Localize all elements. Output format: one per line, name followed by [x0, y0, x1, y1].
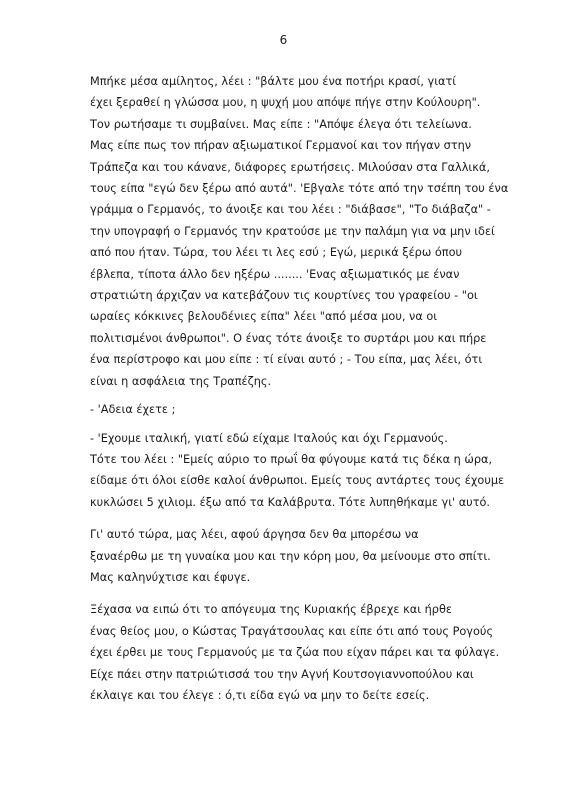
text-line: Τότε του λέει : "Εμείς αύριο το πρωΐ θα φύγουμε κατά τις δέκα η ώρα,: [90, 452, 493, 466]
text-line: έχει ξεραθεί η γλώσσα μου, η ψυχή μου απόψε πήγε στην Κούλουρη".: [90, 96, 481, 110]
text-line: Τον ρωτήσαμε τι συμβαίνει. Μας είπε : "Απόψε έλεγα ότι τελείωνα.: [90, 117, 472, 131]
paragraph-3: [90, 599, 506, 706]
text-line: - 'Αδεια έχετε ;: [90, 403, 176, 417]
text-line: ένα περίστροφο και μου είπε : τί είναι αυτό ; - Του είπα, μας λέει, ότι: [90, 353, 483, 367]
text-line: - 'Εχουμε ιταλική, γιατί εδώ είχαμε Ιταλούς και όχι Γερμανούς.: [90, 431, 448, 445]
text-line: ένας θείος μου, ο Κώστας Τραγάτσουλας και είπε ότι από τους Ρογούς: [90, 624, 494, 638]
page-number: 6: [279, 33, 288, 47]
text-line: Γι' αυτό τώρα, μας λέει, αφού άργησα δεν θα μπορέσω να: [90, 528, 419, 542]
text-line: γράμμα ο Γερμανός, το άνοιξε και του λέει : "διάβασε", "Το διάβαζα" -: [90, 203, 491, 217]
dialogue-line-2: [90, 428, 506, 514]
text-line: Μας καληνύχτισε και έφυγε.: [90, 570, 251, 584]
text-line: είναι η ασφάλεια της Τραπέζης.: [90, 374, 272, 388]
dialogue-line-1: [90, 399, 506, 420]
text-line: κυκλώσει 5 χιλιομ. έξω από τα Καλάβρυτα. Τότε λυπηθήκαμε γι' αυτό.: [90, 495, 491, 509]
text-line: ξαναέρθω με τη γυναίκα μου και την κόρη μου, θα μείνουμε στο σπίτι.: [90, 549, 491, 563]
text-line: στρατιώτη άρχιζαν να κατεβάζουν τις κουρτίνες του γραφείου - "οι: [90, 289, 478, 303]
text-line: πολιτισμένοι άνθρωποι". Ο ένας τότε άνοιξε το συρτάρι μου και πήρε: [90, 331, 487, 345]
text-line: την υπογραφή ο Γερμανός την κρατούσε με την παλάμη για να μην ιδεί: [90, 224, 495, 238]
text-line: Μπήκε μέσα αμίλητος, λέει : "βάλτε μου ένα ποτήρι κρασί, γιατί: [90, 75, 457, 88]
text-line: Μας είπε πως τον πήραν αξιωματικοί Γερμανοί και τον πήγαν στην: [90, 139, 472, 153]
paragraph-2: [90, 524, 506, 588]
paragraph-1: [90, 71, 509, 392]
text-line: έβλεπα, τίποτα άλλο δεν ηξέρω ........ 'Ενας αξιωματικός με έναν: [90, 267, 460, 281]
text-line: έκλαιγε και του έλεγε : ό,τι είδα εγώ να μην το δείτε εσείς.: [90, 688, 430, 702]
text-line: Είχε πάει στην πατριώτισσά του την Αγνή Κουτσογιαννοπούλου και: [90, 667, 474, 681]
text-line: είδαμε ότι όλοι είσθε καλοί άνθρωποι. Εμείς τους αντάρτες τους έχουμε: [90, 474, 505, 488]
text-line: τους είπα "εγώ δεν ξέρω από αυτά". 'Εβγαλε τότε από την τσέπη του ένα: [90, 182, 509, 196]
text-line: Τράπεζα και του κάνανε, διάφορες ερωτήσεις. Μιλούσαν στα Γαλλικά,: [90, 160, 490, 174]
body-text: [90, 71, 509, 706]
text-line: από που ήταν. Τώρα, του λέει τι λες εσύ ; Εγώ, μερικά ξέρω όπου: [90, 246, 463, 260]
text-line: ωραίες κόκκινες βελουδένιες είπα" λέει "από μέσα μου, να οι: [90, 310, 438, 324]
text-line: Ξέχασα να ειπώ ότι το απόγευμα της Κυριακής έβρεχε και ήρθε: [90, 603, 452, 617]
text-line: έχει έρθει με τους Γερμανούς με τα ζώα που είχαν πάρει και τα φύλαγε.: [90, 646, 500, 660]
